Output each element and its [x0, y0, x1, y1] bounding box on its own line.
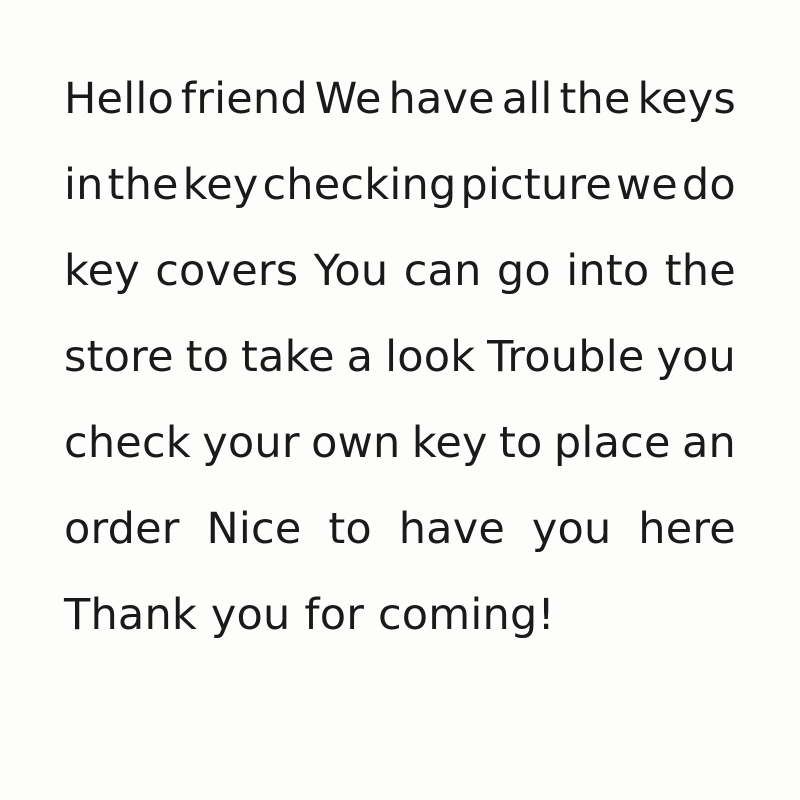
text-word: here [638, 504, 736, 554]
text-word: take [241, 332, 335, 382]
text-word: own [311, 418, 401, 468]
text-word: keys [637, 74, 736, 124]
text-word: have [398, 504, 506, 554]
text-word: the [559, 74, 631, 124]
text-word: go [496, 246, 551, 296]
text-word: look [385, 332, 476, 382]
text-word: to [499, 418, 543, 468]
text-word: the [664, 246, 736, 296]
text-line [64, 314, 736, 400]
text-line [64, 486, 736, 572]
text-line [64, 56, 736, 142]
text-line [64, 142, 736, 228]
message-text-block [64, 56, 736, 658]
text-word: store [64, 332, 174, 382]
text-word: into [566, 246, 650, 296]
text-word: you [656, 332, 736, 382]
text-word: in [64, 160, 104, 210]
text-word: key [182, 160, 259, 210]
text-word: all [501, 74, 553, 124]
text-word: key [411, 418, 488, 468]
text-word: to [185, 332, 230, 382]
text-word: Trouble [487, 332, 645, 382]
text-word: to [328, 504, 372, 554]
text-word: friend [180, 74, 308, 124]
text-word: check [64, 418, 191, 468]
text-word: the [107, 160, 179, 210]
text-line [64, 228, 736, 314]
text-word: picture [460, 160, 612, 210]
text-word: a [346, 332, 374, 382]
text-word: we [615, 160, 678, 210]
text-line: Thank you for coming! [64, 590, 555, 640]
text-word: checking [262, 160, 457, 210]
text-line [64, 400, 736, 486]
text-word: key [64, 246, 140, 296]
text-word: You [313, 246, 389, 296]
text-word: your [202, 418, 300, 468]
text-word: you [531, 504, 612, 554]
text-word: place [553, 418, 671, 468]
text-word: Nice [206, 504, 302, 554]
text-word: covers [155, 246, 299, 296]
text-word: an [681, 418, 736, 468]
text-word: We [314, 74, 382, 124]
text-word: have [388, 74, 495, 124]
text-word: order [64, 504, 180, 554]
text-word: Hello [64, 74, 174, 124]
text-word: can [403, 246, 482, 296]
text-word: do [681, 160, 736, 210]
